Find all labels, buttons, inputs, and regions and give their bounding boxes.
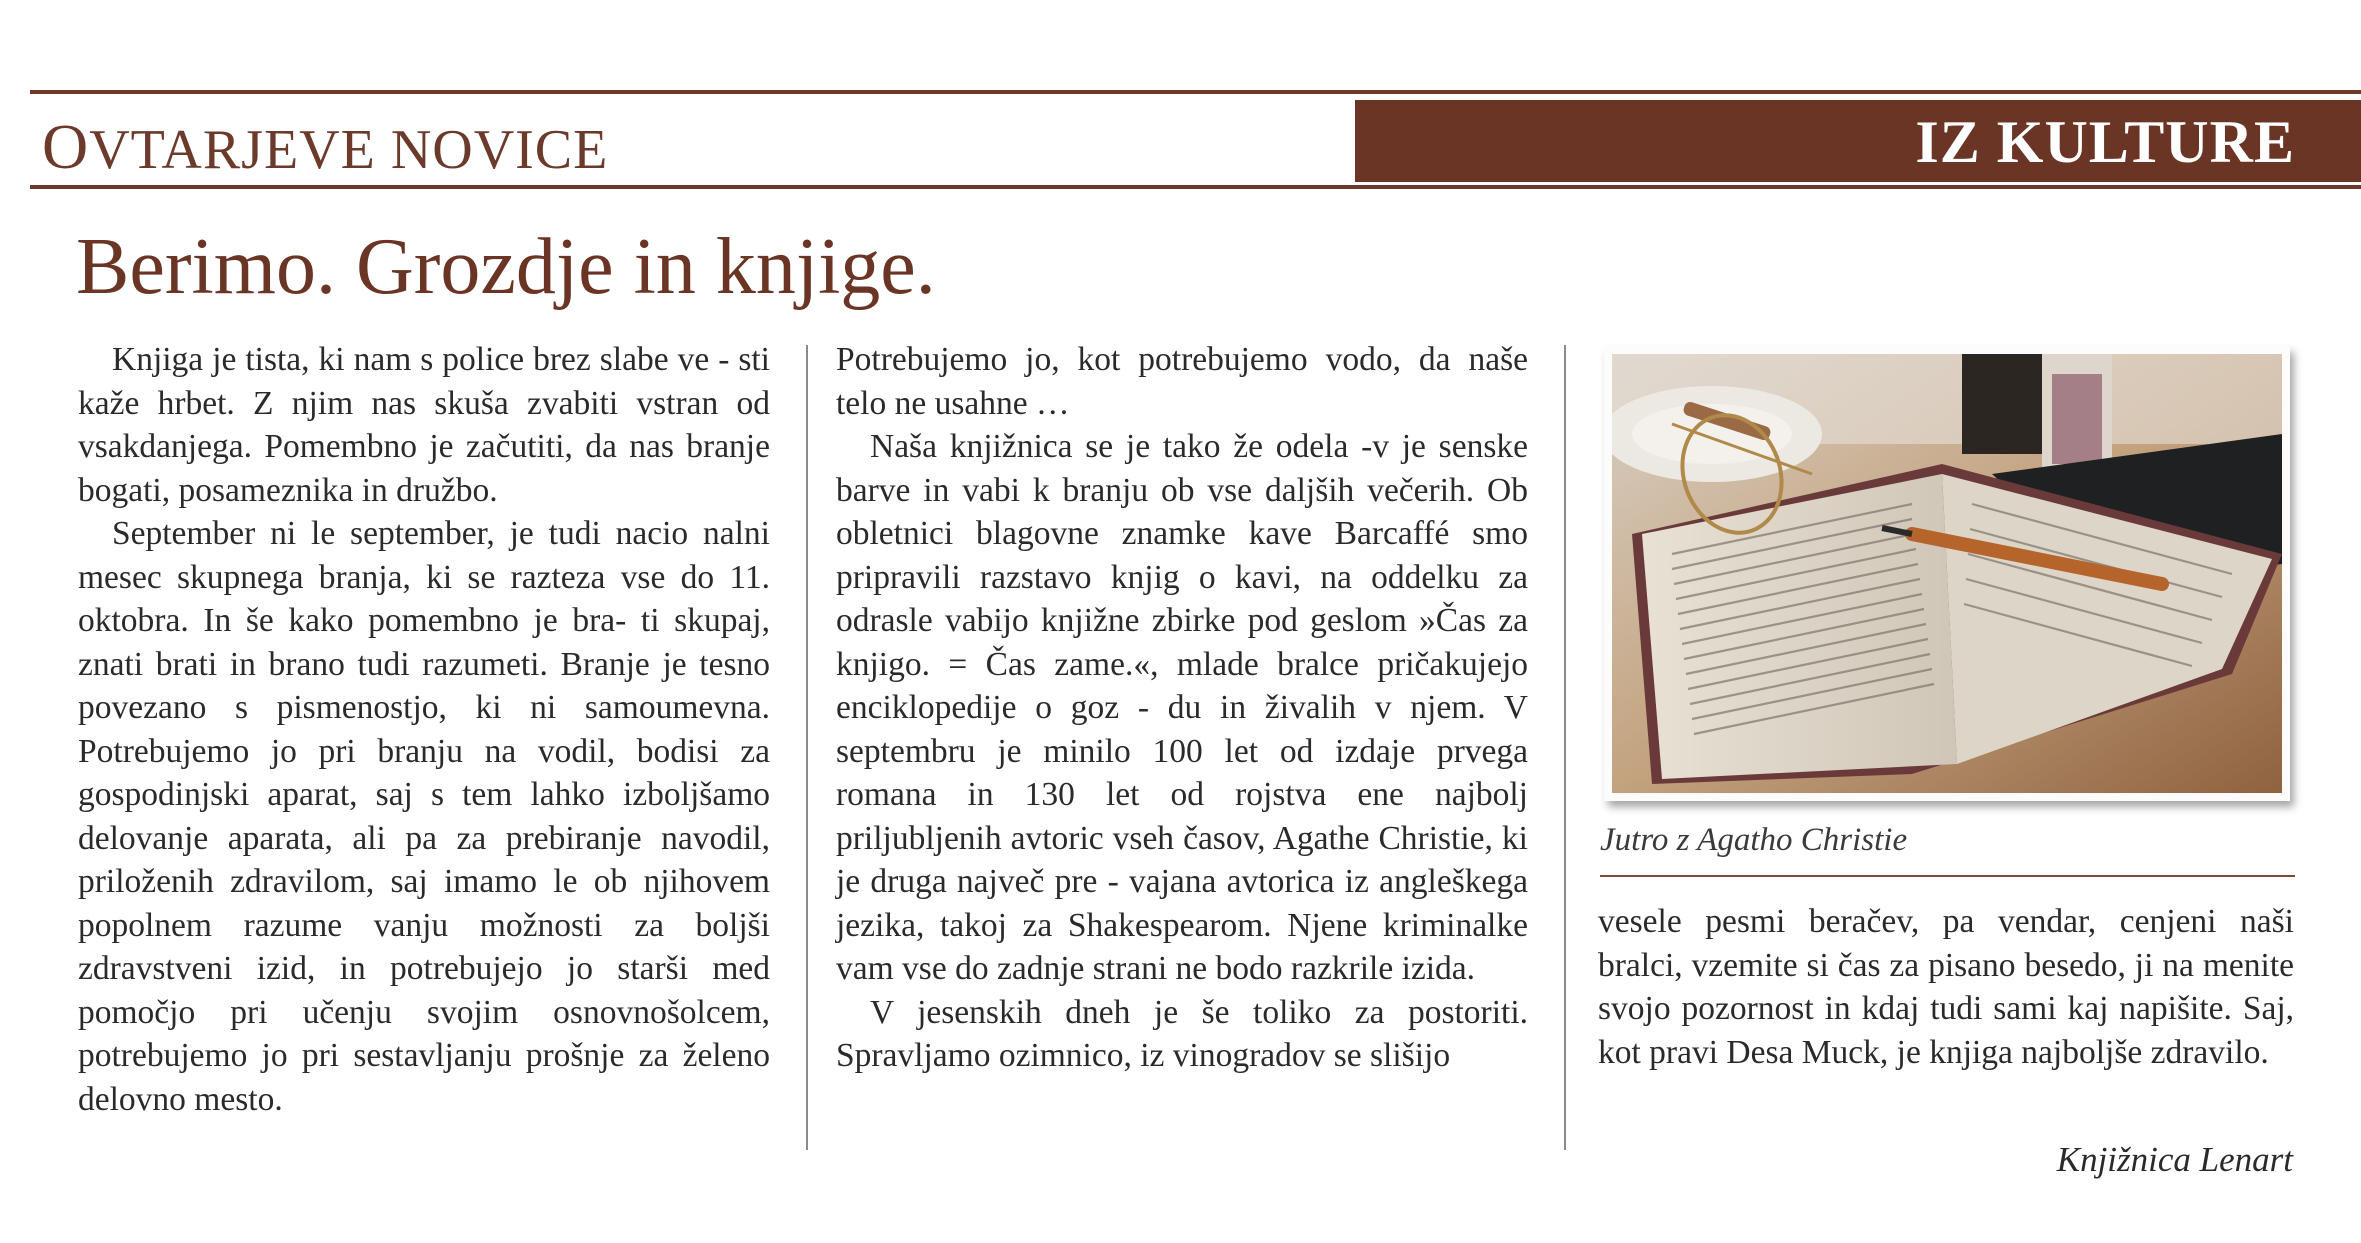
article-column-3	[1598, 900, 2294, 1074]
paragraph: Knjiga je tista, ki nam s police brez slabe ve - sti kaže hrbet. Z njim nas skuša zvabiti vstran od vsakdanjega. Pomembno je začutiti, da nas branje bogati, posameznika in družbo.	[78, 341, 770, 509]
masthead-rest: VTARJEVE NOVICE	[89, 119, 609, 181]
article-column-1	[78, 338, 770, 1121]
paragraph: V jesenskih dneh je še toliko za postoriti. Spravljamo ozimnico, iz vinogradov se slišijo	[836, 993, 1528, 1074]
column-divider	[806, 345, 808, 1150]
paragraph: Potrebujemo jo, kot potrebujemo vodo, da naše telo ne usahne …	[836, 341, 1528, 422]
paragraph: Naša knjižnica se je tako že odela -v je senske barve in vabi k branju ob vse daljših večerih. Ob obletnici blagovne znamke kave Barcaffé smo pripravili razstavo knjig o kavi, na oddelku za odrasle vabijo knjižne zbirke pod geslom »Čas za knjigo. = Čas zame.«, mlade bralce pričakujejo enciklopedije o goz - du in živalih v njem. V septembru je minilo 100 let od izdaje prvega romana in 130 let od rojstva ene najbolj priljubljenih avtoric vseh časov, Agathe Christie, ki je druga največ pre - vajana avtorica iz angleškega jezika, takoj za Shakespearom. Njene kriminalke vam vse do zadnje strani ne bodo razkrile izida.	[836, 428, 1528, 987]
header-top-rule	[30, 90, 2361, 94]
masthead	[42, 110, 608, 184]
caption-rule	[1600, 875, 2295, 877]
column-divider	[1564, 345, 1566, 1150]
header-bottom-rule	[30, 185, 2361, 189]
article-photo	[1604, 346, 2290, 801]
masthead-initial: O	[42, 111, 90, 182]
photo-caption: Jutro z Agatho Christie	[1600, 822, 1908, 858]
article-column-2	[836, 338, 1528, 1078]
paragraph: September ni le september, je tudi nacio nalni mesec skupnega branja, ki se razteza vse do 11. oktobra. In še kako pomembno je bra- ti skupaj, znati brati in brano tudi razumeti. Branje je tesno povezano s pismenostjo, ki ni samoumevna. Potrebujemo jo pri branju na vodil, bodisi za gospodinjski aparat, saj s tem lahko izboljšamo delovanje aparata, ali pa za prebiranje navodil, priloženih zdravilom, saj imamo le ob njihovem popolnem razume vanju možnosti za boljši zdravstveni izid, in potrebujejo jo starši med pomočjo pri učenju svojim osnovnošolcem, potrebujemo jo pri sestavljanju prošnje za želeno delovno mesto.	[78, 515, 770, 1118]
section-label: IZ KULTURE	[1915, 109, 2295, 175]
photo-open-book-glasses-pen	[1612, 354, 2282, 793]
article-title: Berimo. Grozdje in knjige.	[76, 223, 936, 311]
article-signature: Knjižnica Lenart	[2056, 1140, 2293, 1179]
paragraph: vesele pesmi beračev, pa vendar, cenjeni naši bralci, vzemite si čas za pisano besedo, ji na menite svojo pozornost in kdaj tudi sami kaj napišite. Saj, kot pravi Desa Muck, je knjiga najboljše zdravilo.	[1598, 903, 2294, 1071]
